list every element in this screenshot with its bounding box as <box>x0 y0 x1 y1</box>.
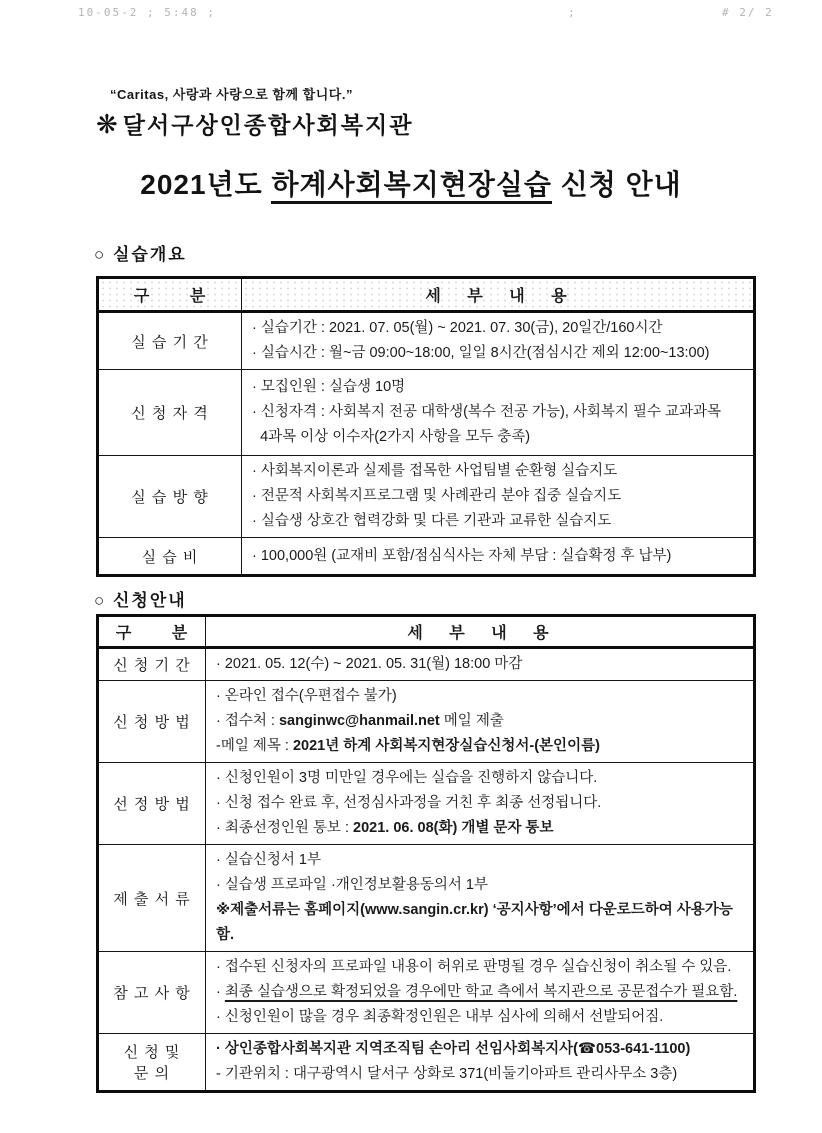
row-label: 실 습 기 간 <box>98 312 242 370</box>
table-row <box>98 456 755 538</box>
fax-header <box>0 6 822 24</box>
fax-separator: ; <box>568 6 577 19</box>
detail-line: · 신청인원이 3명 미만일 경우에는 실습을 진행하지 않습니다. <box>216 770 598 786</box>
fax-timestamp: 10-05-2 ; 5:48 ; <box>78 6 216 19</box>
detail-line: · 실습생 프로파일 ·개인정보활용동의서 1부 <box>216 877 488 893</box>
detail-line: · 사회복지이론과 실제를 접목한 사업팀별 순환형 실습지도 <box>252 463 618 479</box>
table-row <box>98 538 755 576</box>
apply-header-detail: 세 부 내 용 <box>206 616 755 648</box>
table-row <box>98 845 755 952</box>
flower-logo-icon: ❋ <box>96 108 118 139</box>
table-row <box>98 763 755 845</box>
overview-header-category: 구 분 <box>98 278 242 312</box>
detail-line: · 최종 실습생으로 확정되었을 경우에만 학교 측에서 복지관으로 공문접수가 필요함. <box>216 984 738 1000</box>
row-label: 신 청 기 간 <box>98 648 206 681</box>
table-row <box>98 648 755 681</box>
table-row <box>98 312 755 370</box>
org-slogan: “Caritas, 사랑과 사랑으로 함께 합니다.” <box>110 87 353 102</box>
email-address: sanginwc@hanmail.net <box>278 713 440 729</box>
detail-line: · 온라인 접수(우편접수 불가) <box>216 688 397 704</box>
section-heading-apply: ○ 신청안내 <box>94 591 187 610</box>
organization-logo-block <box>96 84 413 140</box>
table-row <box>98 681 755 763</box>
section-heading-overview: ○ 실습개요 <box>94 245 187 264</box>
fax-page-number: # 2/ 2 <box>722 6 774 19</box>
detail-line: · 상인종합사회복지관 지역조직팀 손아리 선임사회복지사(☎053-641-1100) <box>216 1041 691 1057</box>
detail-line: -메일 제목 : 2021년 하계 사회복지현장실습신청서-(본인이름) <box>216 738 600 754</box>
detail-line: · 접수처 : sanginwc@hanmail.net 메일 제출 <box>216 713 504 729</box>
detail-line: · 실습생 상호간 협력강화 및 다른 기관과 교류한 실습지도 <box>252 513 612 529</box>
table-row <box>98 1034 755 1092</box>
title-prefix: 2021년도 <box>140 169 272 200</box>
detail-line: · 실습시간 : 월~금 09:00~18:00, 일일 8시간(점심시간 제외 12:00~13:00) <box>252 345 710 361</box>
overview-header-detail: 세 부 내 용 <box>242 278 755 312</box>
row-label: 선 정 방 법 <box>98 763 206 845</box>
detail-line: · 최종선정인원 통보 : 2021. 06. 08(화) 개별 문자 통보 <box>216 820 554 836</box>
row-label: 신 청 자 격 <box>98 370 242 456</box>
apply-table <box>96 614 756 1093</box>
detail-line: · 신청인원이 많을 경우 최종확정인원은 내부 심사에 의해서 선발되어짐. <box>216 1009 664 1025</box>
row-label: 참 고 사 항 <box>98 952 206 1034</box>
detail-line: · 실습기간 : 2021. 07. 05(월) ~ 2021. 07. 30(금), 20일간/160시간 <box>252 320 663 336</box>
row-label: 제 출 서 류 <box>98 845 206 952</box>
detail-line: · 전문적 사회복지프로그램 및 사례관리 분야 집중 실습지도 <box>252 488 622 504</box>
detail-line: - 기관위치 : 대구광역시 달서구 상화로 371(비둘기아파트 관리사무소 3층) <box>216 1066 678 1082</box>
title-underlined-part: 하계사회복지현장실습 <box>271 169 551 204</box>
table-row <box>98 952 755 1034</box>
detail-line: ※제출서류는 홈페이지(www.sangin.cr.kr) ‘공지사항’에서 다운로드하여 사용가능함. <box>216 902 733 943</box>
document-title <box>0 163 822 203</box>
detail-line: · 100,000원 (교재비 포함/점심식사는 자체 부담 : 실습확정 후 납부) <box>252 547 672 564</box>
title-suffix: 신청 안내 <box>551 169 682 200</box>
org-name: 달서구상인종합사회복지관 <box>122 112 414 138</box>
overview-table <box>96 276 756 577</box>
detail-line: · 신청 접수 완료 후, 선정심사과정을 거친 후 최종 선정됩니다. <box>216 795 602 811</box>
detail-line: · 실습신청서 1부 <box>216 852 321 868</box>
detail-line: · 신청자격 : 사회복지 전공 대학생(복수 전공 가능), 사회복지 필수 교과과목 <box>252 404 722 420</box>
row-label: 실 습 방 향 <box>98 456 242 538</box>
detail-line: 4과목 이상 이수자(2가지 사항을 모두 충족) <box>252 429 531 445</box>
row-label: 신 청 및 문 의 <box>98 1034 206 1092</box>
detail-line: · 모집인원 : 실습생 10명 <box>252 379 406 395</box>
detail-line: · 접수된 신청자의 프로파일 내용이 허위로 판명될 경우 실습신청이 취소될 수 있음. <box>216 959 732 975</box>
apply-header-category: 구 분 <box>98 616 206 648</box>
detail-line: · 2021. 05. 12(수) ~ 2021. 05. 31(월) 18:00 마감 <box>216 656 523 672</box>
row-label: 실 습 비 <box>98 538 242 576</box>
row-label: 신 청 방 법 <box>98 681 206 763</box>
table-row <box>98 370 755 456</box>
